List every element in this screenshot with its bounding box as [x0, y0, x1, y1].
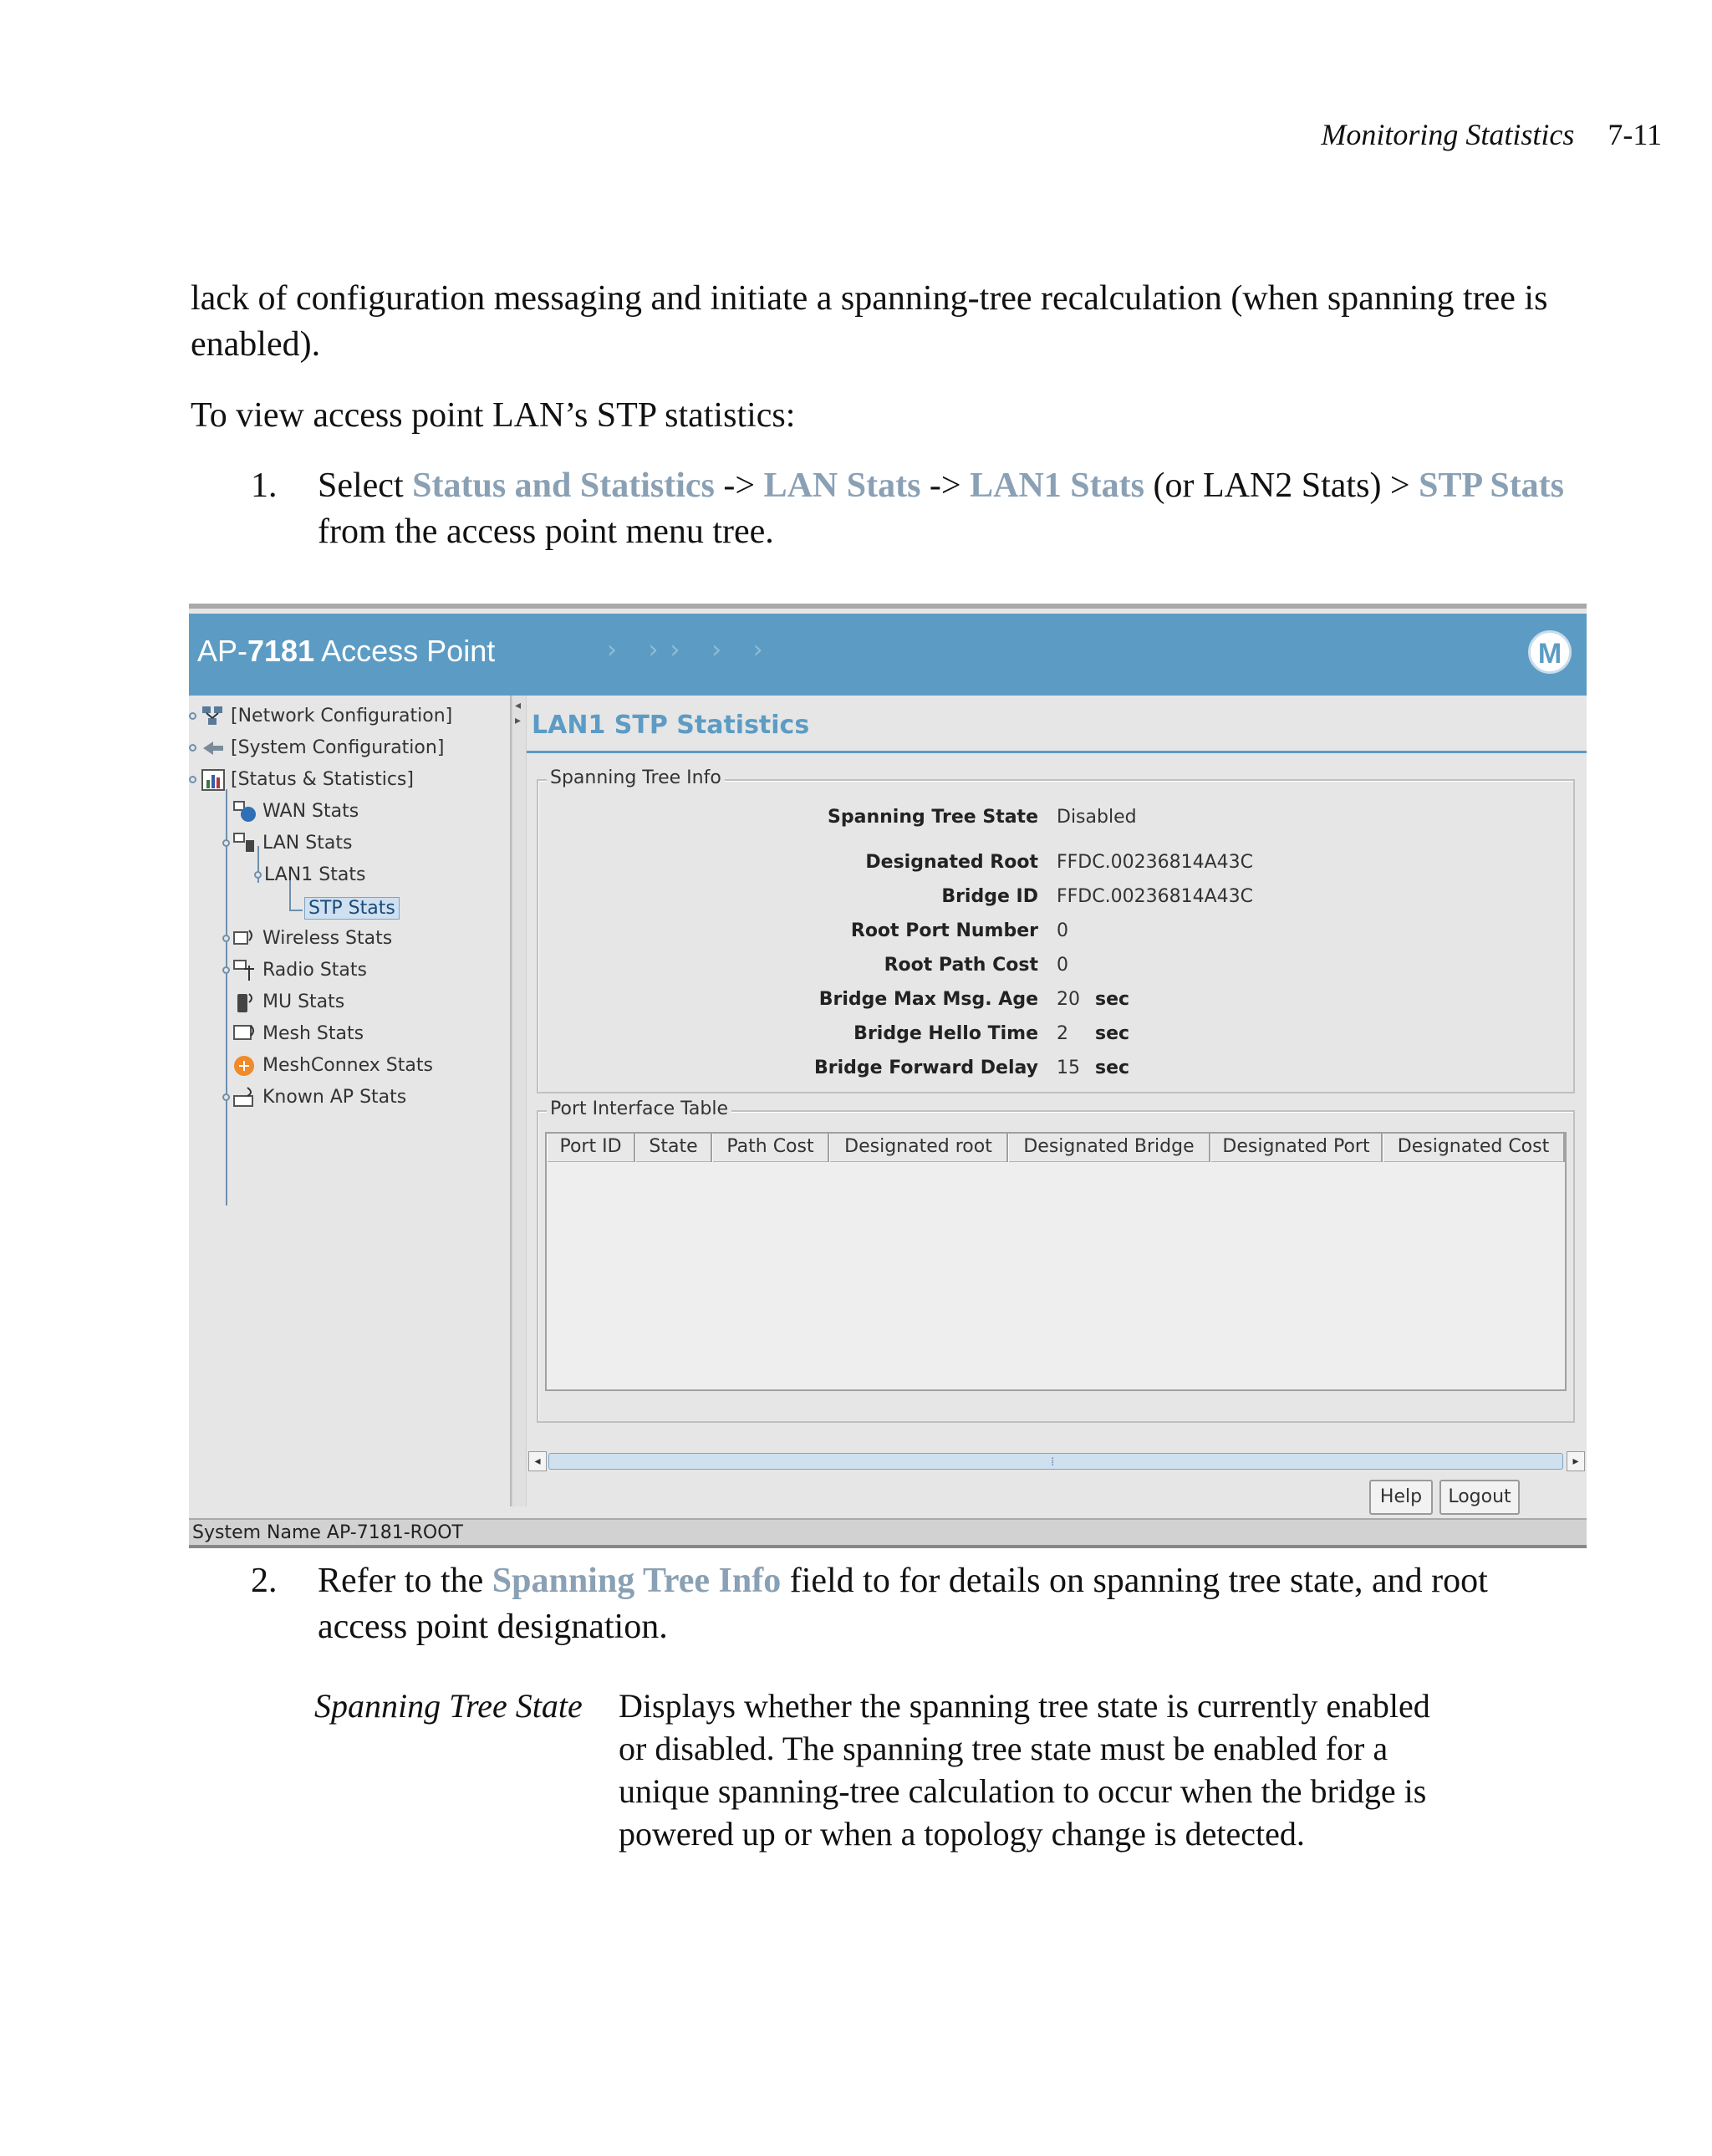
field-reference: Spanning Tree Info [492, 1562, 782, 1600]
motorola-logo-icon: M [1528, 630, 1572, 674]
known-ap-icon [232, 1086, 257, 1109]
column-header[interactable]: Designated root [829, 1134, 1008, 1162]
field-label: Bridge Max Msg. Age [818, 989, 1038, 1010]
field-value: Disabled [1057, 807, 1137, 828]
expand-handle-icon[interactable] [254, 871, 262, 879]
group-legend: Port Interface Table [547, 1098, 731, 1119]
tree-item-wireless-stats[interactable] [232, 925, 392, 953]
tree-item-label: Known AP Stats [262, 1087, 407, 1108]
spanning-tree-info-group [537, 767, 1575, 1093]
field-label: Bridge Hello Time [853, 1023, 1038, 1044]
collapse-left-icon[interactable]: ◂ [515, 699, 522, 712]
step-number: 2. [251, 1562, 278, 1600]
intro-paragraph: lack of configuration messaging and initiate a spanning-tree recalculation (when spanning tree is enabled). [191, 279, 1548, 364]
scroll-right-icon[interactable]: ▸ [1567, 1451, 1585, 1471]
text-run: Refer to the [318, 1562, 492, 1600]
field-label: Root Port Number [850, 920, 1038, 941]
tree-item-label: Radio Stats [262, 960, 367, 981]
field-label: Root Path Cost [884, 955, 1038, 976]
column-header[interactable]: Designated Cost [1383, 1134, 1565, 1162]
mesh-icon [232, 1022, 257, 1046]
field-unit: sec [1095, 989, 1130, 1010]
menu-reference: Status and Statistics [412, 466, 715, 505]
step-text [318, 1558, 1580, 1650]
column-header[interactable]: Designated Bridge [1008, 1134, 1210, 1162]
expand-handle-icon[interactable] [222, 1093, 230, 1101]
field-value: 15 [1057, 1058, 1080, 1078]
field-label: Designated Root [865, 852, 1038, 873]
expand-handle-icon[interactable] [189, 744, 196, 752]
tree-item-label: MU Stats [262, 991, 345, 1012]
column-header[interactable]: State [635, 1134, 712, 1162]
field-label: Spanning Tree State [828, 807, 1038, 828]
tree-item-system-configuration[interactable] [201, 734, 444, 762]
definition-description: Displays whether the spanning tree state is currently enabled or disabled. The spanning tree state must be enabled for a unique spanning-tree calculation to occur when the bridge is powered up or when a topology change is detected. [619, 1687, 1430, 1853]
field-row [538, 985, 1573, 1015]
horizontal-scrollbar[interactable] [527, 1448, 1587, 1473]
tree-item-known-ap-stats[interactable] [232, 1083, 406, 1112]
column-header[interactable]: Designated Port [1210, 1134, 1383, 1162]
definition-term: Spanning Tree State [314, 1687, 583, 1725]
text-run: Select [318, 466, 413, 505]
title-prefix: AP- [197, 634, 248, 668]
scroll-thumb[interactable] [548, 1453, 1563, 1470]
tree-item-label: STP Stats [304, 897, 400, 920]
field-row [538, 916, 1573, 946]
tree-item-label: MeshConnex Stats [262, 1055, 433, 1076]
step-2 [251, 1558, 1580, 1650]
step-number: 1. [251, 466, 278, 505]
tree-item-status-statistics[interactable] [201, 766, 414, 794]
logout-button[interactable]: Logout [1439, 1480, 1520, 1515]
field-value: FFDC.00236814A43C [1057, 886, 1253, 907]
tree-item-label: Wireless Stats [262, 928, 393, 949]
field-row [538, 951, 1573, 981]
app-title [197, 634, 495, 669]
tree-item-mu-stats[interactable] [232, 988, 344, 1017]
field-unit: sec [1095, 1058, 1130, 1078]
chart-icon [201, 768, 226, 792]
field-label: Bridge Forward Delay [814, 1058, 1038, 1078]
menu-tree [189, 696, 512, 1506]
table-header [547, 1134, 1565, 1162]
expand-handle-icon[interactable] [222, 966, 230, 974]
field-row [538, 882, 1573, 912]
running-head [1321, 117, 1662, 152]
text-run: from the access point menu tree. [318, 512, 774, 551]
tree-item-radio-stats[interactable] [232, 956, 367, 985]
app-screenshot [189, 604, 1587, 1548]
field-value: FFDC.00236814A43C [1057, 852, 1253, 873]
field-row [538, 1019, 1573, 1049]
content-pane [527, 696, 1587, 1506]
menu-reference: LAN1 Stats [970, 466, 1144, 505]
field-value: 0 [1057, 920, 1068, 941]
tree-item-label: [System Configuration] [231, 737, 445, 758]
pane-splitter[interactable] [512, 696, 527, 1506]
field-label: Bridge ID [941, 886, 1038, 907]
group-legend: Spanning Tree Info [547, 767, 725, 788]
tree-item-lan-stats[interactable] [232, 829, 352, 858]
mobile-unit-icon [232, 991, 257, 1014]
tree-item-lan1-stats[interactable] [264, 861, 365, 889]
grip-icon: ⁞ [1051, 1455, 1055, 1469]
expand-right-icon[interactable]: ▸ [515, 714, 522, 727]
expand-handle-icon[interactable] [222, 935, 230, 942]
tree-item-stp-stats[interactable] [304, 895, 400, 923]
field-value: 2 [1057, 1023, 1068, 1044]
title-model: 7181 [247, 634, 315, 668]
tree-connector [289, 910, 303, 911]
tree-item-label: LAN Stats [262, 833, 353, 854]
meshconnex-icon [232, 1054, 257, 1078]
tree-item-label: Mesh Stats [262, 1023, 364, 1044]
menu-reference: STP Stats [1419, 466, 1565, 505]
panel-title: LAN1 STP Statistics [532, 711, 810, 740]
header-decoration: › ›› › › [607, 635, 775, 665]
globe-icon [232, 800, 257, 823]
port-interface-table-group [537, 1098, 1575, 1423]
column-header[interactable]: Port ID [547, 1134, 635, 1162]
tree-connector [226, 789, 227, 1205]
wireless-icon [232, 927, 257, 951]
page-number: 7-11 [1608, 118, 1662, 151]
column-header[interactable]: Path Cost [712, 1134, 829, 1162]
system-config-icon [201, 737, 226, 760]
title-divider [527, 751, 1587, 753]
expand-handle-icon[interactable] [189, 712, 196, 720]
field-value: 0 [1057, 955, 1068, 976]
tree-item-label: [Status & Statistics] [231, 769, 414, 790]
port-interface-table[interactable] [545, 1132, 1567, 1391]
scroll-left-icon[interactable]: ◂ [528, 1451, 547, 1471]
step-1 [251, 463, 1580, 555]
expand-handle-icon[interactable] [222, 839, 230, 847]
tree-item-network-configuration[interactable] [201, 702, 452, 731]
lan-icon [232, 832, 257, 855]
text-run: -> [920, 466, 971, 505]
app-header [189, 614, 1587, 696]
tree-item-wan-stats[interactable] [232, 798, 359, 826]
network-config-icon [201, 705, 226, 728]
text-run: -> [714, 466, 764, 505]
status-bar: System Name AP-7181-ROOT [189, 1518, 1587, 1548]
menu-reference: LAN Stats [763, 466, 921, 505]
field-unit: sec [1095, 1023, 1130, 1044]
field-row [538, 848, 1573, 878]
step-text [318, 463, 1580, 555]
field-value: 20 [1057, 989, 1080, 1010]
section-title: Monitoring Statistics [1321, 118, 1575, 151]
title-suffix: Access Point [314, 634, 496, 668]
expand-handle-icon[interactable] [189, 776, 196, 783]
help-button[interactable]: Help [1369, 1480, 1433, 1515]
field-row [538, 803, 1573, 833]
tree-item-label: LAN1 Stats [264, 864, 366, 885]
tree-item-label: WAN Stats [262, 801, 359, 822]
tree-item-mesh-stats[interactable] [232, 1020, 364, 1048]
tree-item-label: [Network Configuration] [231, 706, 453, 726]
text-run: (or LAN2 Stats) > [1144, 466, 1419, 505]
radio-icon [232, 959, 257, 982]
text-run: field to for details on spanning tree state, and root access point designation. [318, 1562, 1488, 1646]
intro-lead: To view access point LAN’s STP statistics: [191, 396, 796, 435]
tree-item-meshconnex-stats[interactable] [232, 1052, 433, 1080]
field-row [538, 1053, 1573, 1083]
